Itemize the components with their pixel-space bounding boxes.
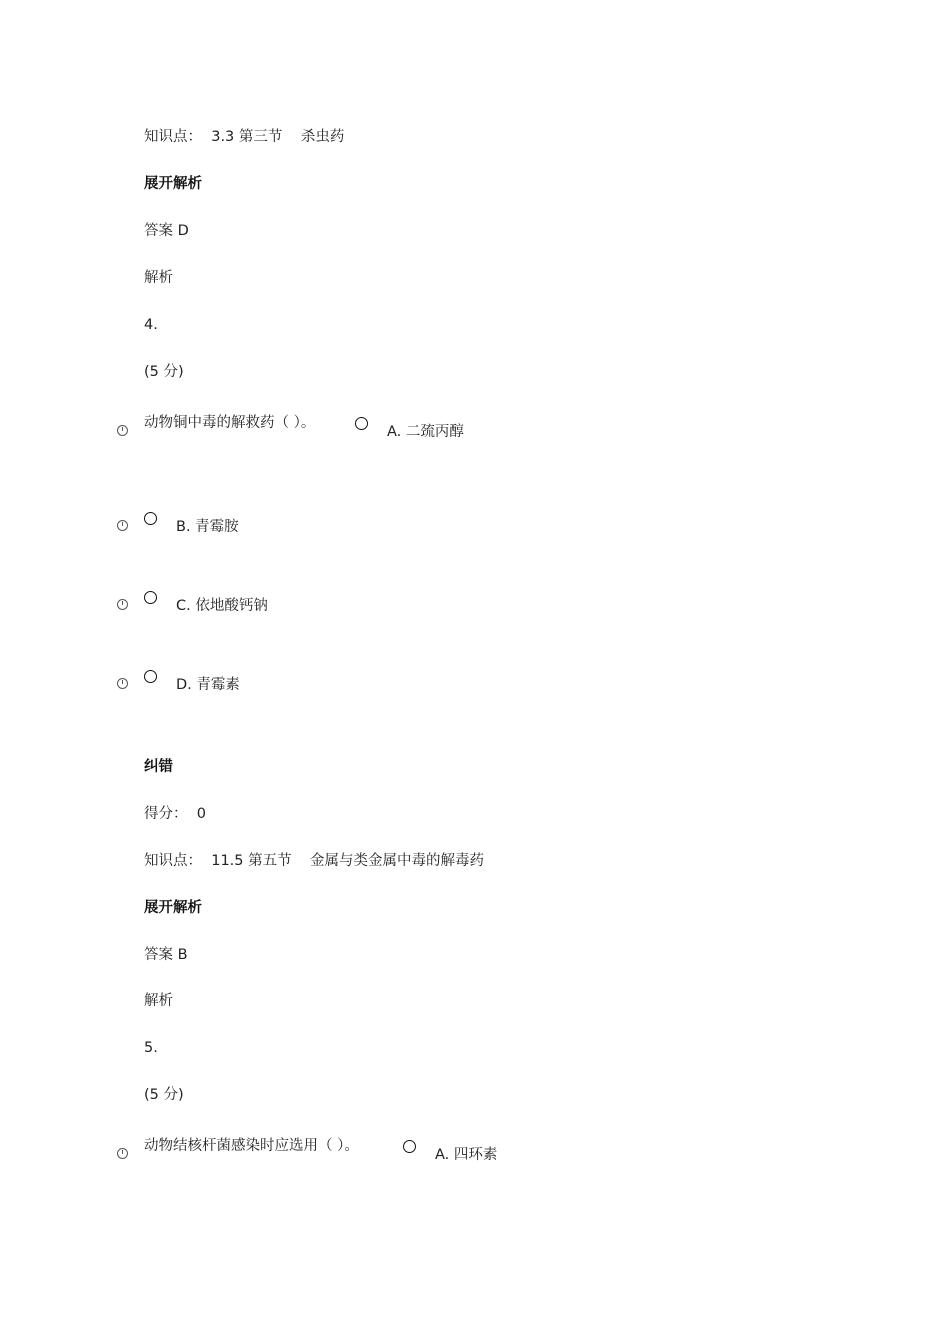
option-b-radio[interactable] [144, 512, 157, 525]
option-marker-icon [117, 599, 128, 610]
question-number: 4. [144, 317, 158, 333]
option-b-label[interactable]: B. 青霉胺 [176, 519, 239, 535]
expand-analysis-link[interactable]: 展开解析 [144, 176, 202, 192]
score-got: 得分： 0 [144, 806, 206, 822]
knowledge-point: 知识点： 11.5 第五节 金属与类金属中毒的解毒药 [144, 853, 485, 869]
option-marker-icon [117, 678, 128, 689]
question-score: (5 分) [144, 364, 184, 380]
option-c-label[interactable]: C. 依地酸钙钠 [176, 598, 268, 614]
option-a-label[interactable]: A. 二巯丙醇 [387, 424, 464, 440]
option-a-radio[interactable] [403, 1140, 416, 1153]
option-c-radio[interactable] [144, 591, 157, 604]
report-error-link[interactable]: 纠错 [144, 759, 173, 775]
option-marker-icon [117, 1148, 128, 1159]
answer-text: 答案 B [144, 947, 188, 963]
option-d-label[interactable]: D. 青霉素 [176, 677, 240, 693]
analysis-label: 解析 [144, 270, 173, 286]
analysis-label: 解析 [144, 993, 173, 1009]
expand-analysis-link[interactable]: 展开解析 [144, 900, 202, 916]
question-number: 5. [144, 1040, 158, 1056]
option-marker-icon [117, 520, 128, 531]
option-d-radio[interactable] [144, 670, 157, 683]
option-a-radio[interactable] [355, 417, 368, 430]
option-a-label[interactable]: A. 四环素 [435, 1147, 498, 1163]
answer-text: 答案 D [144, 223, 189, 239]
question-score: (5 分) [144, 1087, 184, 1103]
option-marker-icon [117, 425, 128, 436]
knowledge-point: 知识点： 3.3 第三节 杀虫药 [144, 129, 345, 145]
question-text: 动物结核杆菌感染时应选用（ ）。 [144, 1138, 359, 1154]
question-text: 动物铜中毒的解救药（ ）。 [144, 415, 316, 431]
